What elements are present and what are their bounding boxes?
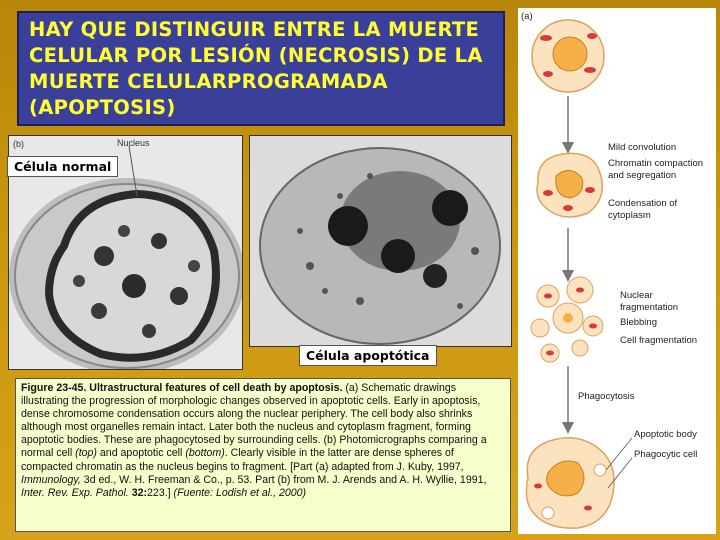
apoptosis-diagram (518, 8, 716, 534)
figure-heading: Figure 23-45. Ultrastructural features of cell death by apoptosis. (21, 382, 343, 394)
nucleus-label: Nucleus (117, 138, 150, 148)
legend-part-4: 3d ed., W. H. Freeman & Co., p. 53. Part (b) from M. J. Arends and A. H. Wyllie, 1991, (80, 473, 487, 486)
legend-part-3: . Clearly visible in the latter are dense spheres of compacted chromatin as the nucleus begins to fragment. [Part (a) adapted from J. Kuby, 1997, (21, 447, 464, 473)
label-phagocytosis: Phagocytosis (578, 391, 635, 402)
label-phagocytic-cell: Phagocytic cell (634, 449, 698, 460)
legend-journal: Inter. Rev. Exp. Pathol. (21, 486, 129, 499)
label-condensation: Condensation of cytoplasm (608, 198, 678, 221)
label-blebbing: Blebbing (620, 317, 657, 328)
label-apoptotic-body: Apoptotic body (634, 429, 697, 440)
title-box (17, 11, 505, 126)
figure-legend (15, 378, 511, 532)
phagocytic-cell-drawing (526, 438, 614, 528)
label-chromatin-compaction: Chromatin compaction and segregation (608, 158, 704, 181)
label-mild-convolution: Mild convolution (608, 142, 677, 153)
fragmenting-cell-drawing (531, 277, 603, 362)
legend-volume: 32: (128, 486, 148, 499)
normal-cell-label: Célula normal (7, 156, 118, 177)
legend-immunology: Immunology, (21, 473, 81, 486)
legend-part-5: 223.] (147, 486, 174, 499)
legend-part-2: and apoptotic cell (96, 447, 186, 460)
label-cell-fragmentation: Cell fragmentation (620, 335, 698, 346)
legend-bottom: (bottom) (185, 447, 225, 460)
normal-cell-drawing (532, 20, 604, 92)
label-nuclear-fragmentation: Nuclear fragmentation (620, 290, 679, 313)
apoptotic-cell-photo (249, 135, 512, 347)
condensing-cell-drawing (537, 153, 602, 217)
apoptotic-cell-label: Célula apoptótica (299, 345, 437, 366)
legend-part-1: (a) Schematic drawings illustrating the progression of morphologic changes observed in apoptotic cells. Early in apoptosis, dense chromosome condensation occurs along the nuclear periphery. The cell body also shrinks although most organelles remain intact. Later both the nucleus and cytoplasm fragment, forming apoptotic bodies. These are phagocytosed by surrounding cells. (b) Photomicrographs comparing a normal cell (21, 382, 487, 460)
legend-source: (Fuente: Lodish et al., 2000) (173, 486, 307, 499)
panel-letter-b: (b) (13, 139, 24, 149)
panel-letter-a: (a) (521, 11, 533, 22)
slide-title: HAY QUE DISTINGUIR ENTRE LA MUERTE CELULAR POR LESIÓN (NECROSIS) DE LA MUERTE CELULARPROGRAMADA (APOPTOSIS) (29, 18, 483, 119)
legend-top: (top) (75, 447, 97, 460)
